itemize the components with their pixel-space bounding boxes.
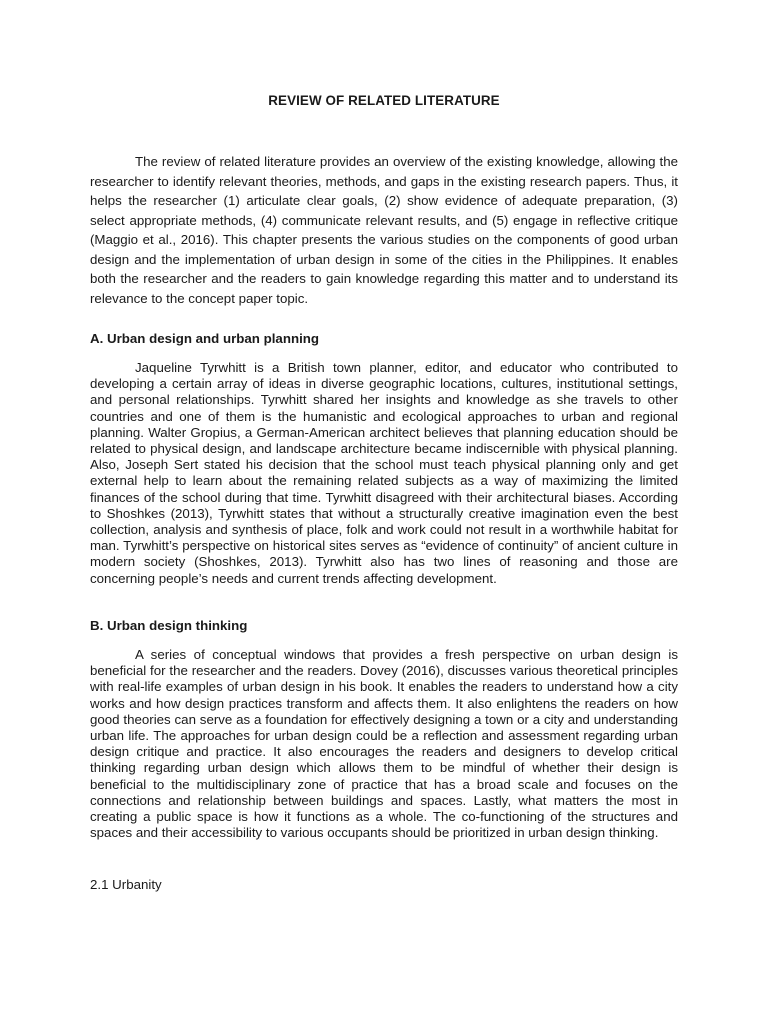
- section-b-heading: B. Urban design thinking: [90, 618, 248, 633]
- subsection-heading: 2.1 Urbanity: [90, 877, 162, 892]
- intro-paragraph: The review of related literature provides an overview of the existing knowledge, allowing the researcher to identify relevant theories, methods, and gaps in the existing research papers. Thus, it helps the researcher (1) articulate clear goals, (2) show evidence of adequate preparation, (3) select appropriate methods, (4) communicate relevant results, and (5) engage in reflective critique (Maggio et al., 2016). This chapter presents the various studies on the components of good urban design and the implementation of urban design in some of the cities in the Philippines. It enables both the researcher and the readers to gain knowledge regarding this matter and to understand its relevance to the concept paper topic.: [90, 154, 678, 306]
- section-b-paragraph: A series of conceptual windows that provides a fresh perspective on urban design is beneficial for the researcher and the readers. Dovey (2016), discusses various theoretical principles with real-life examples of urban design in his book. It enables the readers to understand how a city works and how design practices transform and affects them. It also enlightens the readers on how good theories can serve as a foundation for effectively designing a town or a city and understanding urban life. The approaches for urban design could be a reflection and assessment regarding urban design critique and practice. It also encourages the readers and designers to develop critical thinking regarding urban design which allows them to be mindful of whether their design is beneficial to the multidisciplinary zone of practice that has a broad scale and focuses on the connections and relationship between buildings and spaces. Lastly, what matters the most in creating a public space is how it functions as a whole. The co-functioning of the structures and spaces and their accessibility to various occupants should be prioritized in urban design thinking.: [90, 647, 678, 841]
- section-a-heading: A. Urban design and urban planning: [90, 331, 320, 346]
- page-title: REVIEW OF RELATED LITERATURE: [268, 93, 500, 108]
- section-a-paragraph: Jaqueline Tyrwhitt is a British town planner, editor, and educator who contributed to developing a certain array of ideas in diverse geographic locations, cultures, institutional settings, and personal relationships. Tyrwhitt shared her insights and knowledge as she travels to other countries and one of them is the humanistic and ecological approaches to urban and regional planning. Walter Gropius, a German-American architect believes that planning education should be related to physical design, and landscape architecture became indiscernible with physical planning. Also, Joseph Sert stated his decision that the school must teach physical planning only and get external help to learn about the remaining related subjects as a way of maximizing the limited finances of the school during that time. Tyrwhitt disagreed with their architectural biases. According to Shoshkes (2013), Tyrwhitt states that without a structurally creative imagination even the best collection, analysis and synthesis of place, folk and work could not result in a worthwhile habitat for man. Tyrwhitt’s perspective on historical sites serves as “evidence of continuity” of ancient culture in modern society (Shoshkes, 2013). Tyrwhitt also has two lines of reasoning and those are concerning people’s needs and current trends affecting development.: [90, 360, 678, 586]
